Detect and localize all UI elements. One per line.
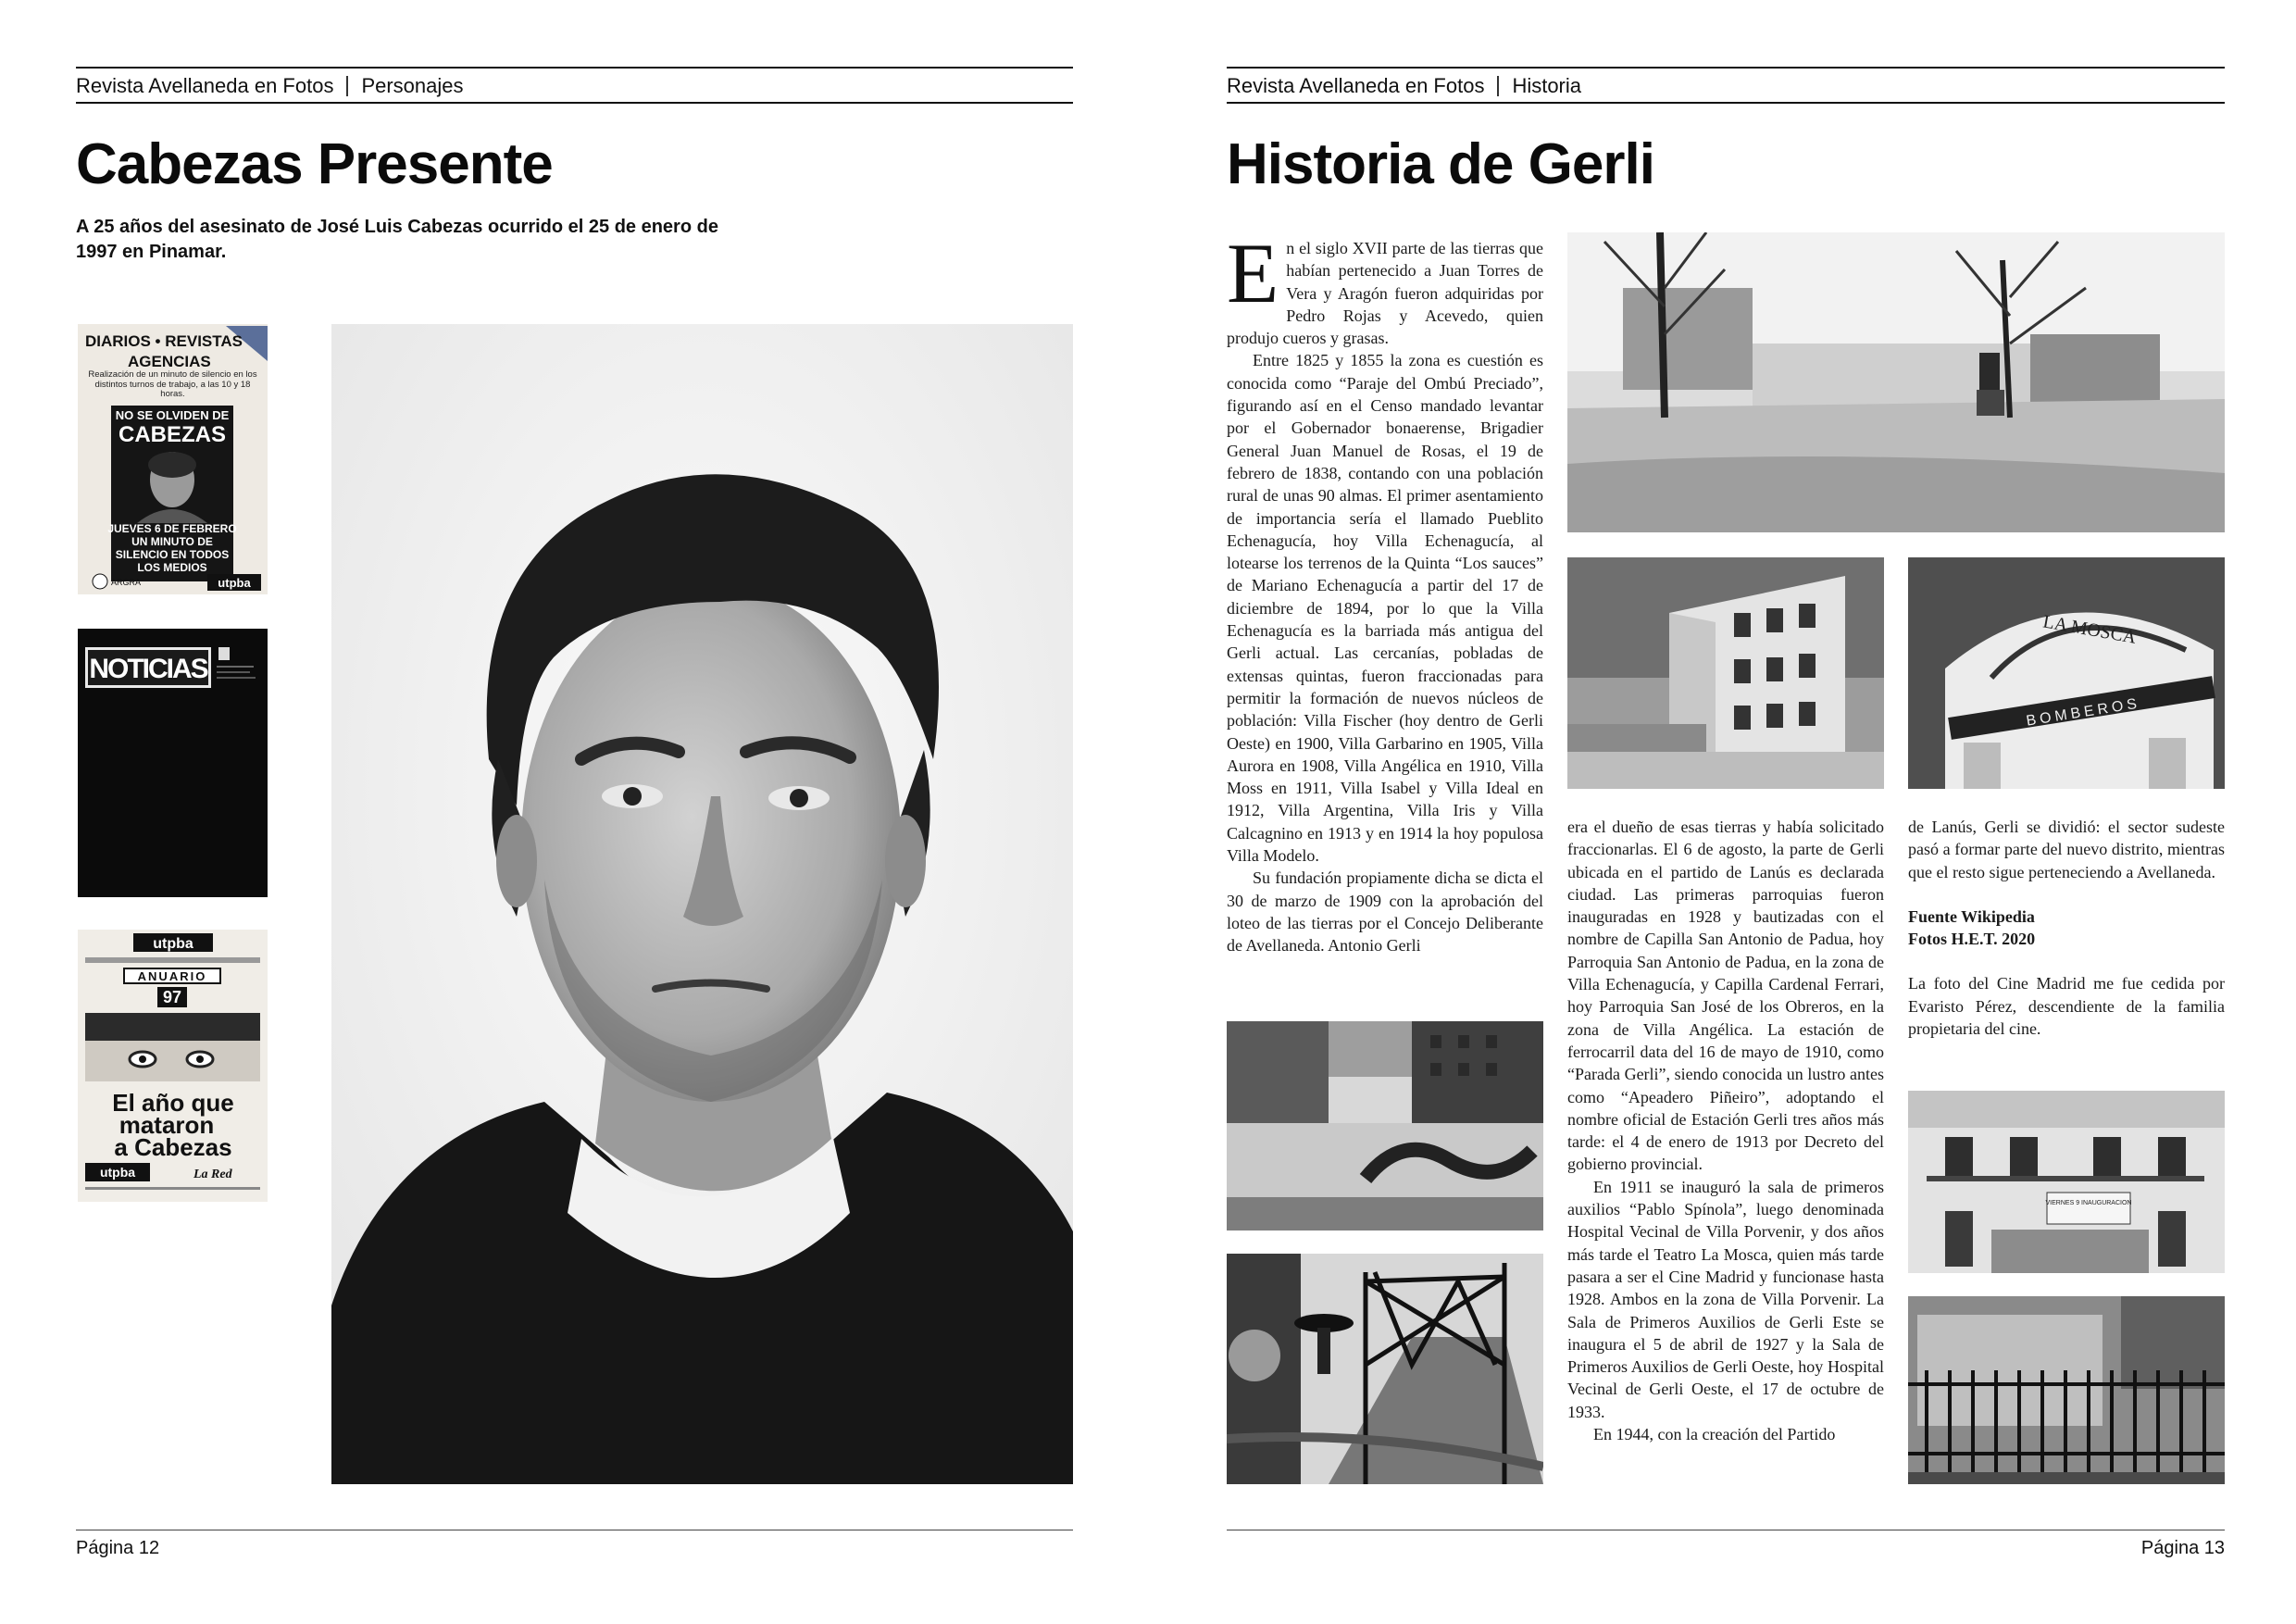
photo-note: La foto del Cine Madrid me fue cedida por Evaristo Pérez, descendiente de la familia propietaria del cine. [1908, 974, 2225, 1039]
anuario-bottom-logo-2: La Red [193, 1168, 232, 1181]
left-section-name: Personajes [361, 74, 464, 97]
poster-box-line-1: NO SE OLVIDEN DE [115, 408, 230, 422]
article-column-2 [1567, 816, 1884, 1487]
right-running-header [1227, 72, 1581, 100]
poster-logo-argra: ARGRA [111, 578, 142, 587]
poster-bottom-line-4: LOS MEDIOS [137, 561, 207, 574]
bridge-photo-art [1227, 1254, 1543, 1484]
article-paragraph-text: n el siglo XVII parte de las tierras que habían pertenecido a Juan Torres de Vera y Aragón fueron adquiridas por Pedro Rojas y Acevedo, quien produjo cueros y grasas. [1227, 239, 1543, 348]
iron-fence-photo [1908, 1296, 2225, 1484]
article-paragraph: Su fundación propiamente dicha se dicta el 30 de marzo de 1909 con la aprobación del loteo de las tierras por el Concejo Deliberante de Avellaneda. Antonio Gerli [1227, 868, 1543, 956]
street-photo [1567, 232, 2225, 532]
anuario-cover-thumbnail [78, 930, 268, 1202]
street-photo-art [1567, 232, 2225, 532]
cine-madrid-photo [1908, 1091, 2225, 1273]
mural-photo-art [1227, 1021, 1543, 1230]
article-paragraph: Entre 1825 y 1855 la zona es cuestión es conocida como “Paraje del Ombú Preciado”, figurando así en el Censo mandado levantar por el Gobernador bonaerense, Brigadier General Juan Manuel de Rosas, el 19 de febrero de 1838, contando con una población rural de unas 90 almas. El primer asentamiento de importancia sería el llamado Pueblito Echenagucía, hoy Villa Echenagucía, al lotearse los terrenos de la Quinta “Los sauces” de Mariano Echenagucía a partir del 17 de diciembre de 1894, por lo que la Villa Echenagucía es la barriada más antigua del Gerli actual. Las cercanías, pobladas de extensas quintas, fueron fraccionadas para permitir la formación de nuevos núcleos de población: Villa Fischer (hoy dentro de Gerli Oeste) en 1900, Villa Garbarino en 1905, Villa Aurora en 1908, Villa Angélica en 1910, Villa Moss en 1911, Villa Isabel y Villa Ideal en 1912, Villa Argentina, Villa Iris y Villa Calcagnino en 1913 y en 1914 la hoy populosa Villa Modelo. [1227, 351, 1543, 866]
left-header-top-rule [76, 67, 1073, 69]
poster-small-text: Realización de un minuto de silencio en los distintos turnos de trabajo, a las 10 y 18 horas. [88, 370, 257, 399]
noticias-cover-thumbnail [78, 629, 268, 897]
article-column-1 [1227, 237, 1543, 1006]
left-running-header [76, 72, 464, 100]
poster-box-line-2: CABEZAS [118, 422, 227, 447]
left-header-bottom-rule [76, 102, 1073, 104]
bomberos-sign: BOMBEROS [2025, 695, 2142, 730]
jose-luis-cabezas-portrait [331, 324, 1073, 1484]
building-photo [1567, 557, 1884, 789]
article-paragraph: de Lanús, Gerli se dividió: el sector sudeste pasó a formar parte del nuevo distrito, mientras que el resto sigue perteneciendo a Avellaneda. [1908, 818, 2225, 881]
anuario-cover-art [78, 930, 268, 1202]
poster-bottom-line-1: JUEVES 6 DE FEBRERO [107, 522, 237, 535]
article-paragraph [1227, 237, 1543, 349]
anuario-headline-2: mataron [119, 1111, 215, 1139]
right-page-number: Página 13 [2140, 1538, 2225, 1558]
article-paragraph: En 1944, con la creación del Partido [1593, 1425, 1836, 1444]
fence-photo-art [1908, 1296, 2225, 1484]
anuario-headline-3: a Cabezas [114, 1133, 232, 1161]
article-column-3 [1908, 816, 2225, 1075]
poster-logo-utpba: utpba [218, 576, 251, 590]
anuario-headline-1: El año que [112, 1089, 234, 1117]
article-paragraph: era el dueño de esas tierras y había solicitado fraccionarlas. El 6 de agosto, la parte de Gerli ubicada en el partido de Lanús es declarada ciudad. Las primeras parroquias fueron inauguradas en 1928 y bautizadas con el nombre de Capilla San Antonio de Padua, hoy Parroquia San Antonio de Padua, en la zona de Villa Echenagucía, y Capilla Cardenal Ferrari, hoy Parroquia San José de los Obreros, en la zona de Villa Angélica. La estación de ferrocarril data del 16 de mayo de 1910, como “Parada Gerli”, siendo conocida un lustro antes como “Apeadero Piñeiro”, adoptando el nombre oficial de Estación Gerli tres años más tarde: el 4 de enero de 1913 por Decreto del gobierno provincial. [1567, 818, 1884, 1174]
header-separator [1497, 76, 1499, 96]
photo-credit: Fotos H.E.T. 2020 [1908, 930, 2036, 949]
right-header-top-rule [1227, 67, 2225, 69]
cine-madrid-photo-art [1908, 1091, 2225, 1273]
building-photo-art [1567, 557, 1884, 789]
railway-bridge-photo [1227, 1254, 1543, 1484]
header-separator [346, 76, 348, 96]
source-credit: Fuente Wikipedia [1908, 906, 2035, 926]
poster-line-2: AGENCIAS [128, 353, 211, 370]
noticias-cover-art [78, 629, 268, 897]
right-magazine-name: Revista Avellaneda en Fotos [1227, 74, 1485, 97]
left-page-number: Página 12 [76, 1538, 160, 1558]
la-mosca-facade-photo [1908, 557, 2225, 789]
drop-cap: E [1227, 237, 1279, 320]
anuario-band: ANUARIO [137, 969, 207, 983]
poster-cover-thumbnail [78, 324, 268, 594]
poster-line-1: DIARIOS • REVISTAS [85, 332, 243, 350]
la-mosca-sign: LA MOSCA [2041, 611, 2139, 648]
cine-banner: VIERNES 9 INAUGURACION [2045, 1200, 2132, 1206]
anuario-top-logo: utpba [153, 936, 193, 952]
right-header-bottom-rule [1227, 102, 2225, 104]
poster-cover-art [78, 324, 268, 594]
right-page-title: Historia de Gerli [1227, 132, 1654, 196]
left-page-title: Cabezas Presente [76, 132, 553, 196]
left-page-subtitle: A 25 años del asesinato de José Luis Cabezas ocurrido el 25 de enero de 1997 en Pinamar. [76, 217, 718, 262]
noticias-masthead: NOTICIAS [89, 654, 207, 684]
mural-photo [1227, 1021, 1543, 1230]
la-mosca-photo-art [1908, 557, 2225, 789]
anuario-year: 97 [162, 988, 182, 1006]
poster-bottom-line-3: SILENCIO EN TODOS [115, 548, 230, 561]
article-paragraph: En 1911 se inauguró la sala de primeros auxilios “Pablo Spínola”, luego denominada Hospital Vecinal de Villa Porvenir, y dos años más tarde el Teatro La Mosca, quien más tarde pasara a ser el Cine Madrid y funcionase hasta 1928. Ambos en la zona de Villa Porvenir. La Sala de Primeros Auxilios de Gerli Este se inaugura el 5 de abril de 1927 y la Sala de Primeros Auxilios de Gerli Oeste, hoy Hospital Vecinal de Gerli Oeste, el 17 de octubre de 1933. [1567, 1177, 1884, 1421]
anuario-bottom-logo: utpba [99, 1165, 136, 1180]
poster-bottom-line-2: UN MINUTO DE [131, 535, 213, 548]
right-section-name: Historia [1512, 74, 1582, 97]
portrait-illustration [331, 324, 1073, 1484]
left-magazine-name: Revista Avellaneda en Fotos [76, 74, 334, 97]
